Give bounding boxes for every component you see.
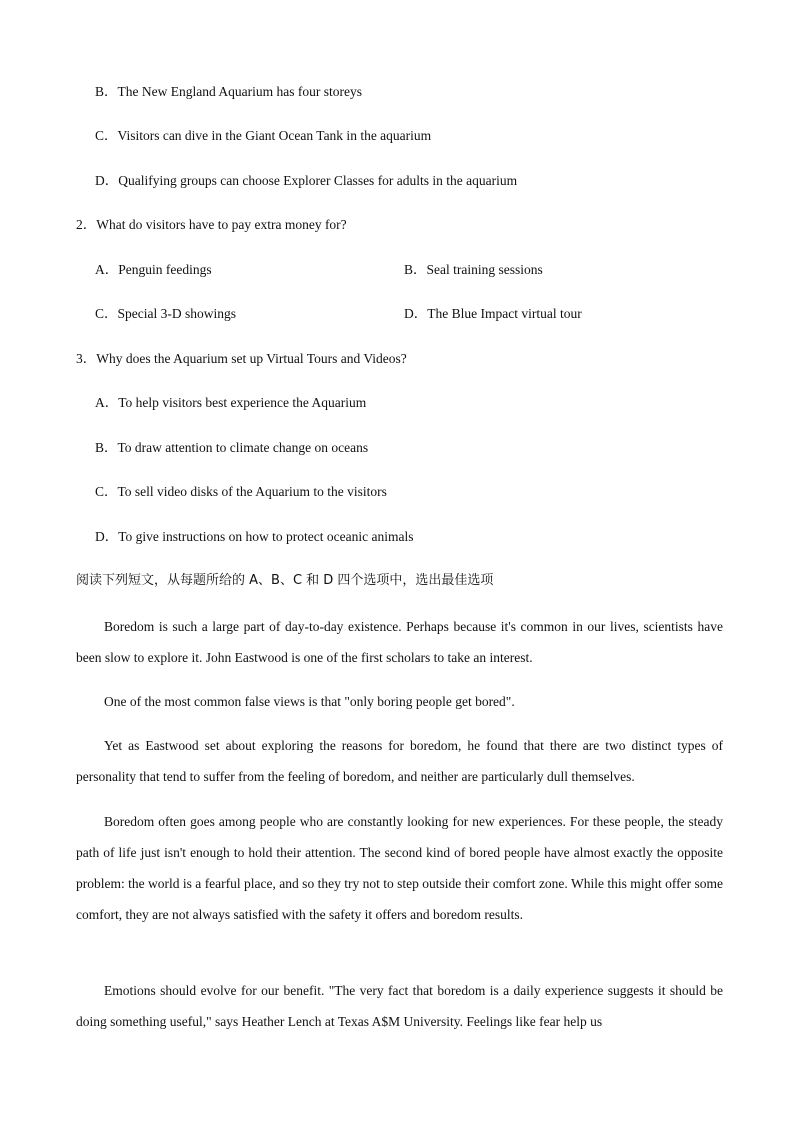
q2-option-b: B．Seal training sessions [404, 262, 543, 277]
q2-stem: 2．What do visitors have to pay extra money for? [76, 217, 347, 232]
q1-option-c: C．Visitors can dive in the Giant Ocean Tank in the aquarium [95, 128, 432, 143]
q2-option-c: C．Special 3-D showings [95, 306, 236, 321]
q1-option-b: B．The New England Aquarium has four storeys [95, 84, 362, 99]
q3-option-a: A．To help visitors best experience the Aquarium [95, 395, 367, 410]
passage-paragraph-2: One of the most common false views is that "only boring people get bored". [104, 694, 515, 709]
q3-option-c: C．To sell video disks of the Aquarium to the visitors [95, 484, 387, 499]
q3-option-b: B．To draw attention to climate change on oceans [95, 440, 369, 455]
q3-option-d: D．To give instructions on how to protect oceanic animals [95, 529, 414, 544]
q2-option-a: A．Penguin feedings [95, 262, 212, 277]
q3-stem: 3．Why does the Aquarium set up Virtual Tours and Videos? [76, 351, 407, 366]
passage-paragraph-5: Emotions should evolve for our benefit. "The very fact that boredom is a daily experience suggests it should be doing something useful," says Heather Lench at Texas A$M University. Feelings like fear help us [76, 983, 723, 1029]
passage-paragraph-3: Yet as Eastwood set about exploring the reasons for boredom, he found that there are two distinct types of personality that tend to suffer from the feeling of boredom, and neither are particularly dull themselves. [76, 738, 723, 784]
passage-paragraph-4: Boredom often goes among people who are constantly looking for new experiences. For these people, the steady path of life just isn't enough to hold their attention. The second kind of bored people have almost exactly the opposite problem: the world is a fearful place, and so they try not to step outside their comfort zone. While this might offer some comfort, they are not always satisfied with the safety it offers and boredom results. [76, 814, 723, 922]
passage-paragraph-1: Boredom is such a large part of day-to-day existence. Perhaps because it's common in our lives, scientists have been slow to explore it. John Eastwood is one of the first scholars to take an interest. [76, 619, 723, 665]
section-instruction: 阅读下列短文，从每题所给的 A、B、C 和 D 四个选项中，选出最佳选项 [76, 573, 494, 588]
q1-option-d: D．Qualifying groups can choose Explorer Classes for adults in the aquarium [95, 173, 518, 188]
q2-option-d: D．The Blue Impact virtual tour [404, 306, 582, 321]
